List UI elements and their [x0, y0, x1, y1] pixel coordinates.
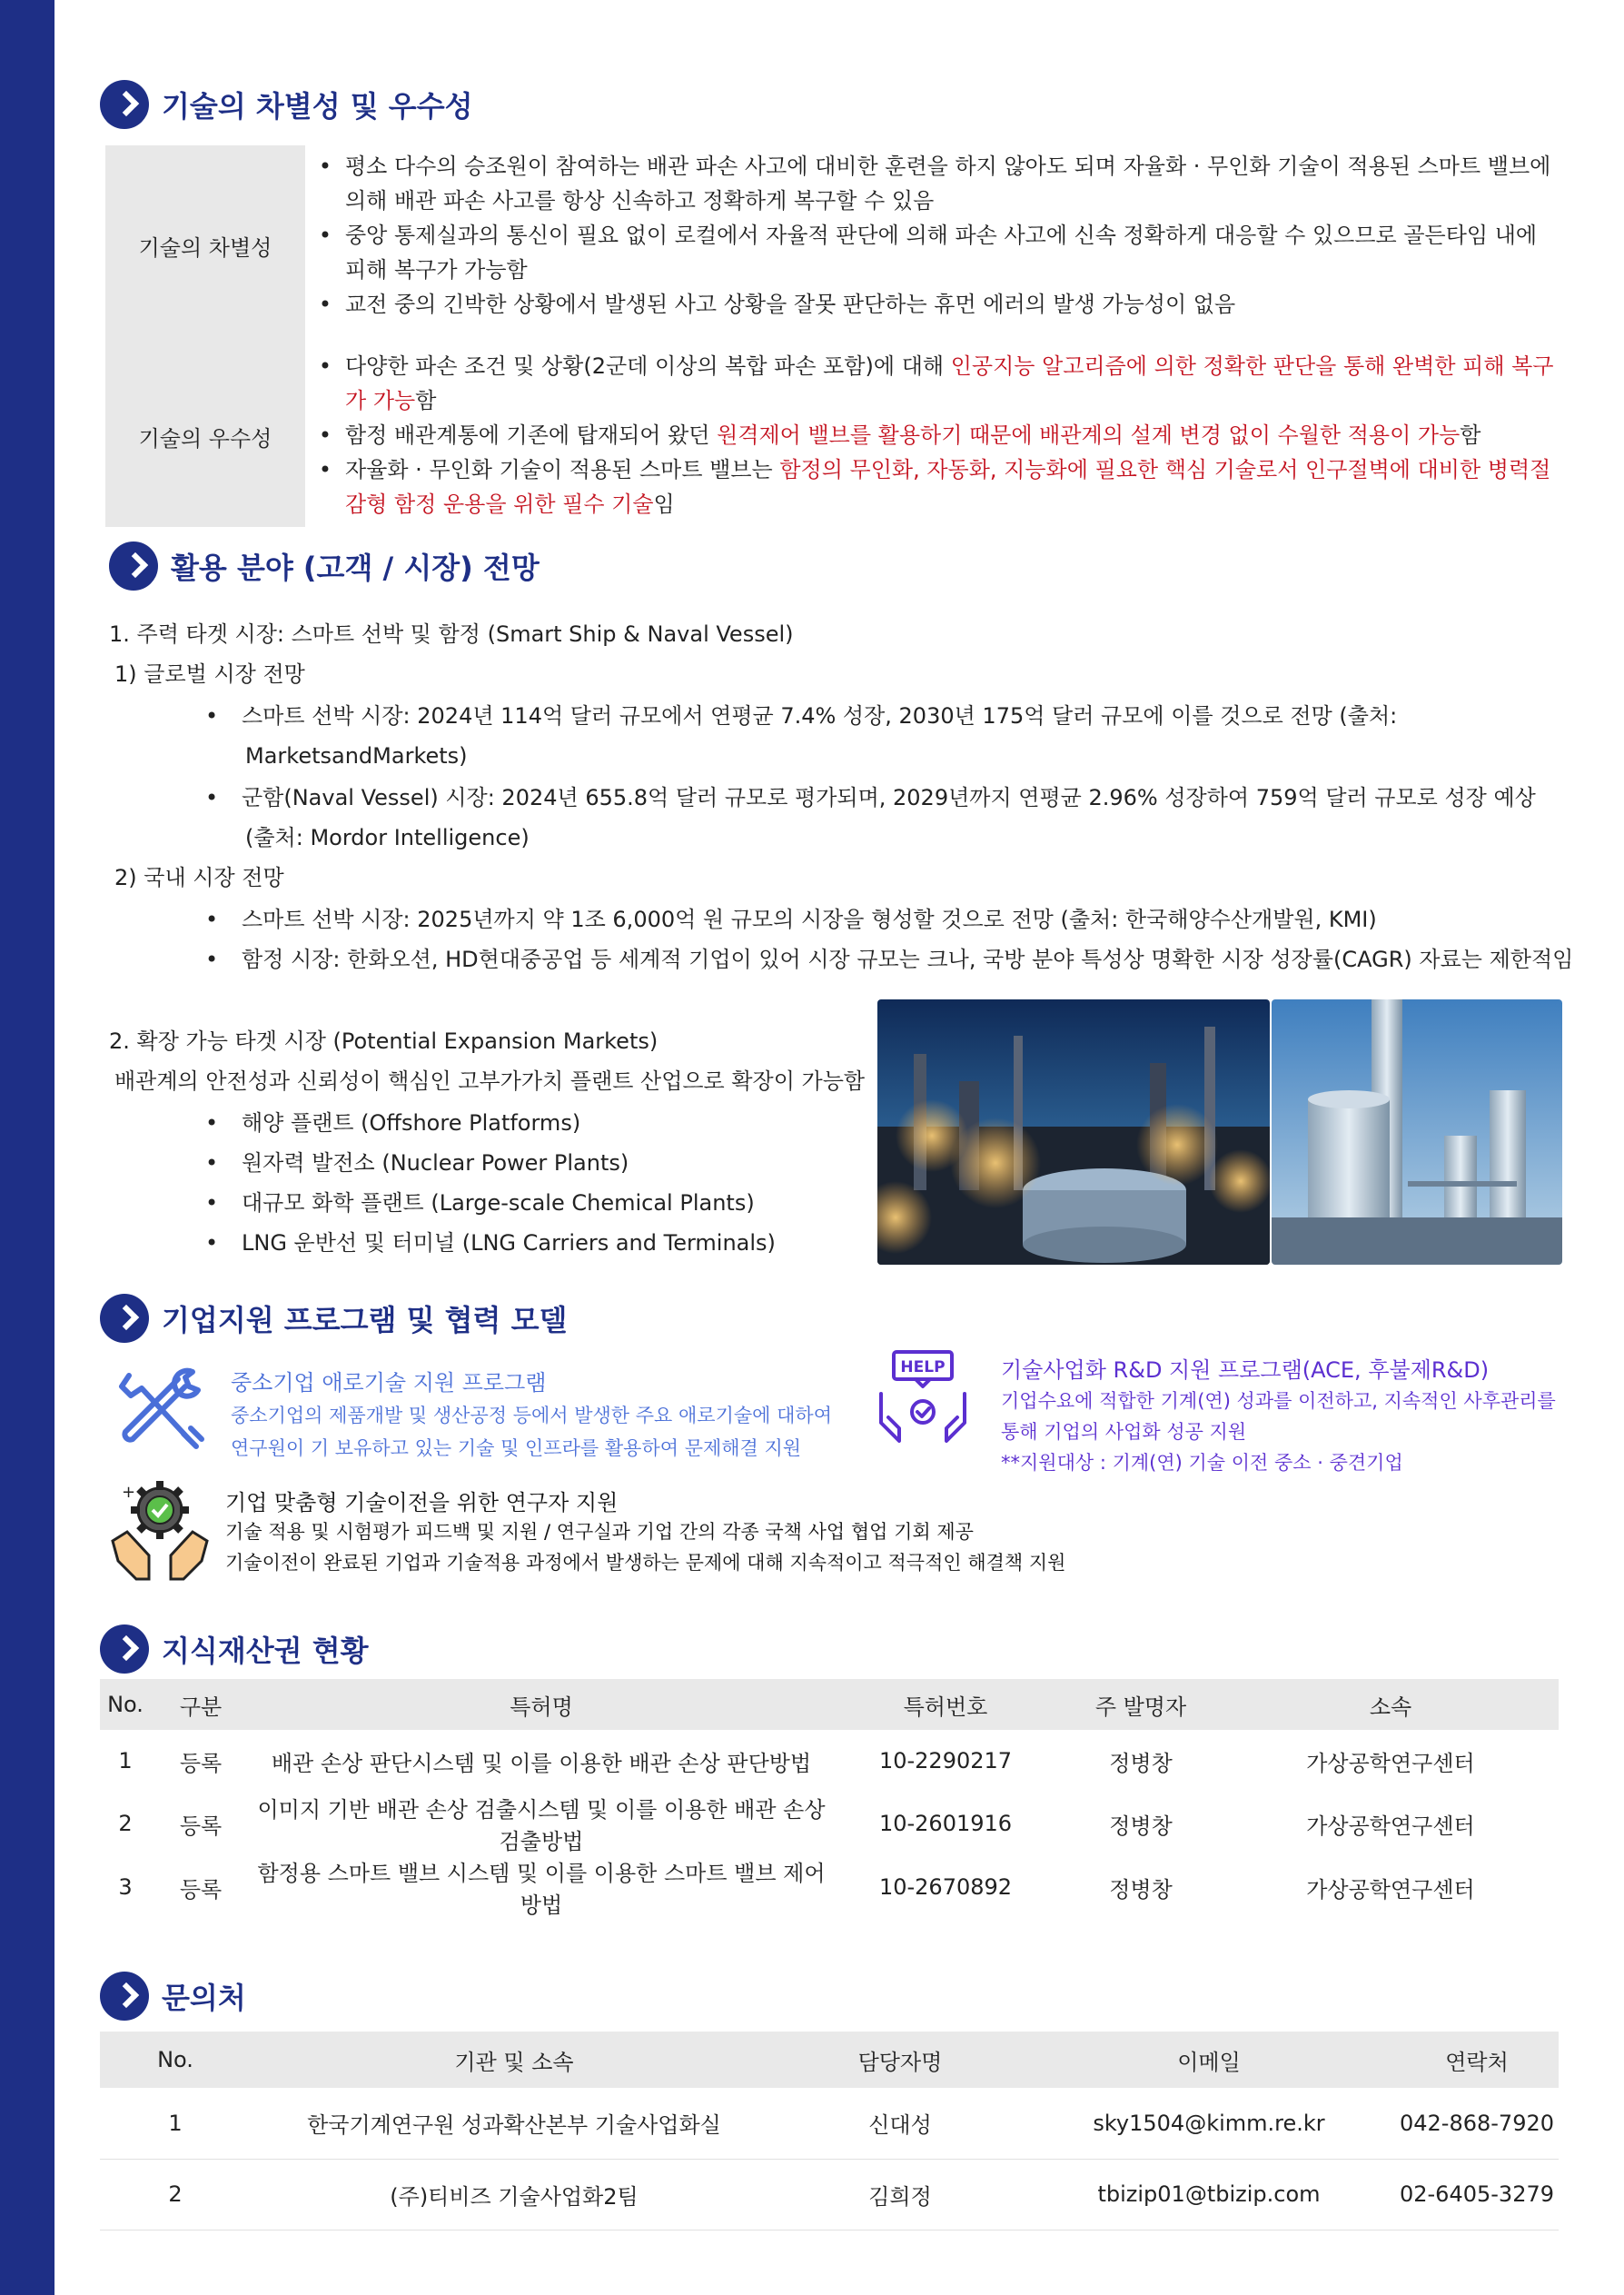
- support-program-2-target: **지원대상 : 기계(연) 기술 이전 중소 · 중견기업: [1001, 1452, 1403, 1474]
- diff-bullet: • 중앙 통제실과의 통신이 필요 없이 로컬에서 자율적 판단에 의해 파손 사고에 신속 정확하게 대응할 수 있으므로 골든타임 내에 피해 복구가 가능함: [318, 223, 1538, 283]
- section-support-title: 기업지원 프로그램 및 협력 모델: [100, 1294, 567, 1343]
- table-row: 3 등록 함정용 스마트 밸브 시스템 및 이를 이용한 스마트 밸브 제어방법 10-2670892 정병창 가상공학연구센터: [118, 1861, 1475, 1918]
- support-program-3-desc: 기술이전이 완료된 기업과 기술적용 과정에서 발생하는 문제에 대해 지속적이고 적극적인 해결책 지원: [225, 1552, 1066, 1574]
- email-link[interactable]: tbizip01@tbizip.com: [1023, 2159, 1395, 2230]
- wrench-screwdriver-icon: [113, 1359, 209, 1459]
- expansion-bullet: • 해양 플랜트 (Offshore Platforms): [205, 1110, 581, 1136]
- support-program-3-desc: 기술 적용 및 시험평가 피드백 및 지원 / 연구실과 기업 간의 각종 국책 사업 협업 기회 제공: [225, 1521, 974, 1543]
- contact-table: [100, 2032, 1559, 2230]
- expansion-bullet: • 대규모 화학 플랜트 (Large-scale Chemical Plants): [205, 1190, 755, 1216]
- market-sub-global: 1) 글로벌 시장 전망: [114, 661, 305, 687]
- market-sub-domestic: 2) 국내 시장 전망: [114, 865, 284, 890]
- section-contact-title: 문의처: [100, 1972, 246, 2021]
- expansion-bullet: • 원자력 발전소 (Nuclear Power Plants): [205, 1150, 629, 1176]
- diff-bullet: • 교전 중의 긴박한 상황에서 발생된 사고 상황을 잘못 판단하는 휴먼 에러의 발생 가능성이 없음: [318, 292, 1236, 317]
- market-bullet: • 스마트 선박 시장: 2025년까지 약 1조 6,000억 원 규모의 시장을 형성할 것으로 전망 (출처: 한국해양수산개발원, KMI): [205, 907, 1377, 932]
- chevron-right-icon: [100, 1624, 149, 1674]
- left-sidebar-bar: [0, 0, 54, 2295]
- market-bullet: • 스마트 선박 시장: 2024년 114억 달러 규모에서 연평균 7.4% 성장, 2030년 175억 달러 규모에 이를 것으로 전망 (출처:: [205, 703, 1398, 729]
- sup-bullet: • 함정 배관계통에 기존에 탑재되어 왔던 원격제어 밸브를 활용하기 때문에 배관계의 설계 변경 없이 수월한 적용이 가능함: [318, 422, 1481, 448]
- chevron-right-icon: [100, 1972, 149, 2021]
- tech-row-superiority: [105, 345, 1562, 527]
- section-patent-title: 지식재산권 현황: [100, 1624, 369, 1674]
- support-program-1-desc: 중소기업의 제품개발 및 생산공정 등에서 발생한 주요 애로기술에 대하여: [231, 1405, 832, 1426]
- chevron-right-icon: [109, 541, 158, 591]
- help-hands-icon: [876, 1348, 975, 1452]
- section-tech-title: 기술의 차별성 및 우수성: [100, 80, 473, 129]
- market-heading-1: 1. 주력 타겟 시장: 스마트 선박 및 함정 (Smart Ship & Naval Vessel): [109, 621, 794, 647]
- support-program-1-desc: 연구원이 기 보유하고 있는 기술 및 인프라를 활용하여 문제해결 지원: [231, 1437, 802, 1459]
- tech-label-difference: 기술의 차별성: [105, 145, 305, 345]
- market-bullet: • 함정 시장: 한화오션, HD현대중공업 등 세계적 기업이 있어 시장 규모는 크나, 국방 분야 특성상 명확한 시장 성장률(CAGR) 자료는 제한적임: [205, 947, 1574, 972]
- section-market-title: 활용 분야 (고객 / 시장) 전망: [109, 541, 540, 591]
- table-row: 2 (주)티비즈 기술사업화2팀 김희정 tbizip01@tbizip.com 02-6405-3279: [100, 2159, 1559, 2230]
- power-plant-photo: [1272, 999, 1562, 1265]
- market-heading-2: 2. 확장 가능 타겟 시장 (Potential Expansion Markets): [109, 1028, 659, 1054]
- chevron-right-icon: [100, 80, 149, 129]
- chevron-right-icon: [100, 1294, 149, 1343]
- contact-table-header: No. 기관 및 소속 담당자명 이메일 연락처: [100, 2032, 1559, 2088]
- market-heading-2-desc: 배관계의 안전성과 신뢰성이 핵심인 고부가가치 플랜트 산업으로 확장이 가능함: [114, 1068, 866, 1094]
- sup-bullet: • 다양한 파손 조건 및 상황(2군데 이상의 복합 파손 포함)에 대해 인공지능 알고리즘에 의한 정확한 판단을 통해 완벽한 피해 복구가 가능함: [318, 353, 1554, 413]
- support-program-1-title: 중소기업 애로기술 지원 프로그램: [231, 1370, 547, 1396]
- expansion-bullet: • LNG 운반선 및 터미널 (LNG Carriers and Terminals): [205, 1230, 776, 1256]
- support-program-2-desc: 기업수요에 적합한 기계(연) 성과를 이전하고, 지속적인 사후관리를: [1001, 1390, 1556, 1412]
- table-row: 2 등록 이미지 기반 배관 손상 검출시스템 및 이를 이용한 배관 손상 검출방법 10-2601916 정병창 가상공학연구센터: [118, 1797, 1475, 1854]
- support-program-2-title: 기술사업화 R&D 지원 프로그램(ACE, 후불제R&D): [1001, 1357, 1490, 1383]
- support-program-3-title: 기업 맞춤형 기술이전을 위한 연구자 지원: [225, 1490, 619, 1515]
- diff-bullet: • 평소 다수의 승조원이 참여하는 배관 파손 사고에 대비한 훈련을 하지 않아도 되며 자율화 · 무인화 기술이 적용된 스마트 밸브에 의해 배관 파손 사고를 항상 신속하고 정확하게 복구할 수 있음: [318, 154, 1551, 214]
- table-row: 1 한국기계연구원 성과확산본부 기술사업화실 신대성 sky1504@kimm.re.kr 042-868-7920: [100, 2088, 1559, 2159]
- email-link[interactable]: sky1504@kimm.re.kr: [1023, 2088, 1395, 2159]
- support-program-2-desc: 통해 기업의 사업화 성공 지원: [1001, 1421, 1247, 1443]
- tech-label-superiority: 기술의 우수성: [105, 345, 305, 527]
- market-bullet-cont: (출처: Mordor Intelligence): [245, 825, 530, 850]
- patent-table: [100, 1679, 1559, 1919]
- svg-text:HELP: HELP: [900, 1358, 946, 1376]
- market-bullet: • 군함(Naval Vessel) 시장: 2024년 655.8억 달러 규모로 평가되며, 2029년까지 연평균 2.96% 성장하여 759억 달러 규모로 성장 예상: [205, 785, 1536, 810]
- svg-text:+: +: [122, 1483, 136, 1502]
- tech-table: [105, 145, 1562, 527]
- market-bullet-cont: MarketsandMarkets): [245, 743, 468, 769]
- refinery-night-photo: [877, 999, 1270, 1265]
- sup-bullet: • 자율화 · 무인화 기술이 적용된 스마트 밸브는 함정의 무인화, 자동화, 지능화에 필요한 핵심 기술로서 인구절벽에 대비한 병력절감형 함정 운용을 위한 필수 기술임: [318, 457, 1551, 517]
- tech-row-difference: [105, 145, 1562, 345]
- table-row: 1 등록 배관 손상 판단시스템 및 이를 이용한 배관 손상 판단방법 10-2290217 정병창 가상공학연구센터: [118, 1748, 1475, 1776]
- gear-check-hands-icon: [109, 1477, 211, 1586]
- patent-table-header: No. 구분 특허명 특허번호 주 발명자 소속: [100, 1679, 1559, 1730]
